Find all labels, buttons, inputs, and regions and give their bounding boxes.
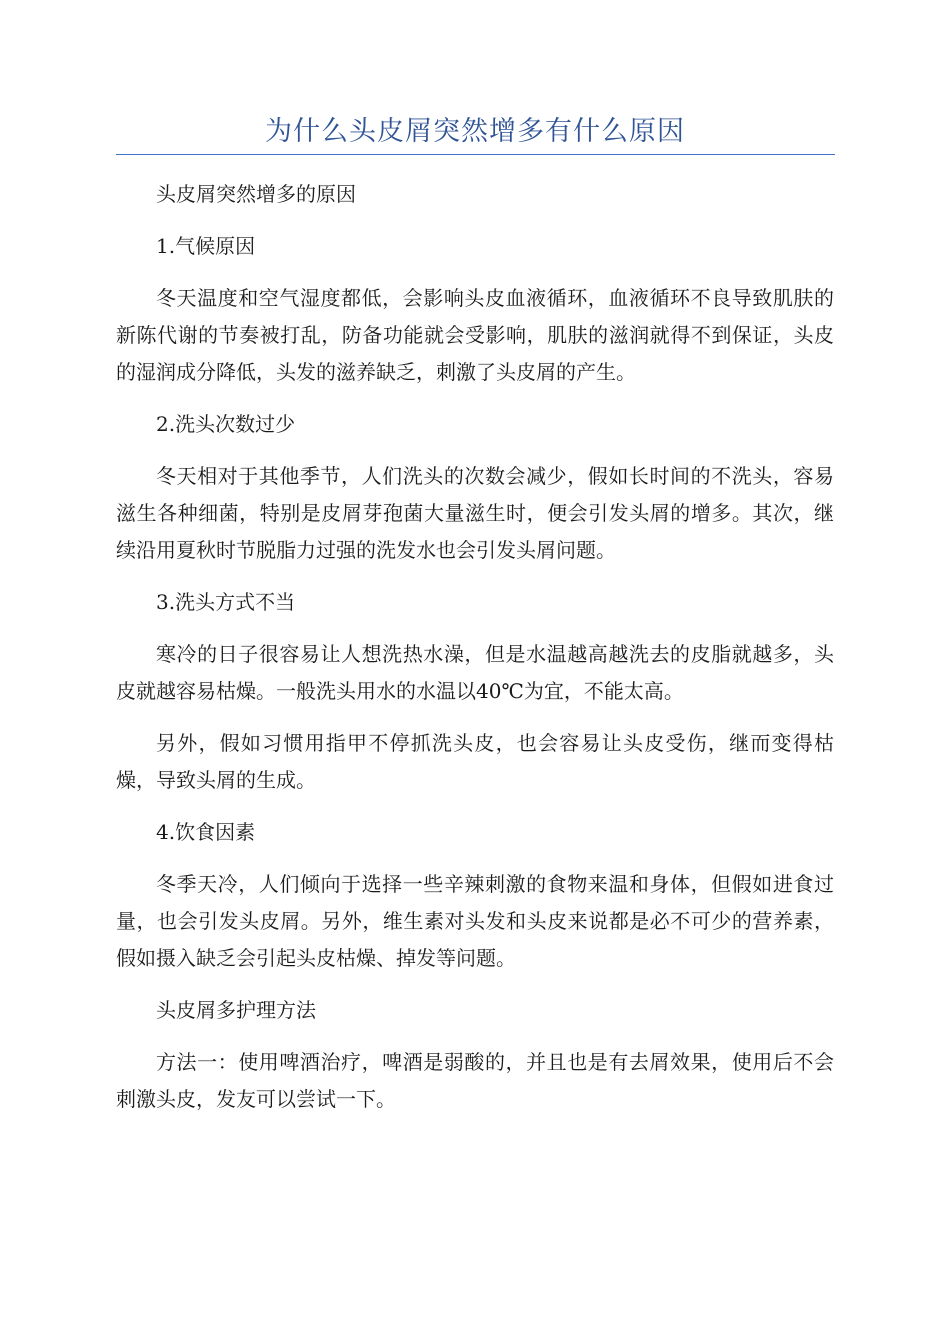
paragraph-diet: 冬季天冷，人们倾向于选择一些辛辣刺激的食物来温和身体，但假如进食过量，也会引发头皮屑。另外，维生素对头发和头皮来说都是必不可少的营养素，假如摄入缺乏会引起头皮枯燥、掉发等问题。 (116, 872, 834, 970)
paragraph-wash-method: 寒冷的日子很容易让人想洗热水澡，但是水温越高越洗去的皮脂就越多，头皮就越容易枯燥。一般洗头用水的水温以40℃为宜，不能太高。 (116, 642, 834, 703)
document-body (116, 176, 834, 1133)
paragraph-wash-frequency: 冬天相对于其他季节，人们洗头的次数会减少，假如长时间的不洗头，容易滋生各种细菌，特别是皮屑芽孢菌大量滋生时，便会引发头屑的增多。其次，继续沿用夏秋时节脱脂力过强的洗发水也会引发头屑问题。 (116, 464, 834, 562)
paragraph-method-one: 方法一：使用啤酒治疗，啤酒是弱酸的，并且也是有去屑效果，使用后不会刺激头皮，发友可以尝试一下。 (116, 1050, 834, 1111)
section-heading-care: 头皮屑多护理方法 (156, 998, 316, 1022)
section-heading-causes: 头皮屑突然增多的原因 (156, 182, 356, 206)
subheading-diet: 4.饮食因素 (156, 820, 256, 844)
subheading-wash-frequency: 2.洗头次数过少 (156, 412, 296, 436)
document-title: 为什么头皮屑突然增多有什么原因 (265, 116, 685, 147)
title-underline (116, 154, 835, 155)
paragraph-climate: 冬天温度和空气湿度都低，会影响头皮血液循环，血液循环不良导致肌肤的新陈代谢的节奏被打乱，防备功能就会受影响，肌肤的滋润就得不到保证，头皮的湿润成分降低，头发的滋养缺乏，刺激了头皮屑的产生。 (116, 286, 834, 384)
paragraph-scratching: 另外，假如习惯用指甲不停抓洗头皮，也会容易让头皮受伤，继而变得枯燥，导致头屑的生成。 (116, 731, 834, 792)
subheading-climate: 1.气候原因 (156, 234, 256, 258)
subheading-wash-method: 3.洗头方式不当 (156, 590, 296, 614)
